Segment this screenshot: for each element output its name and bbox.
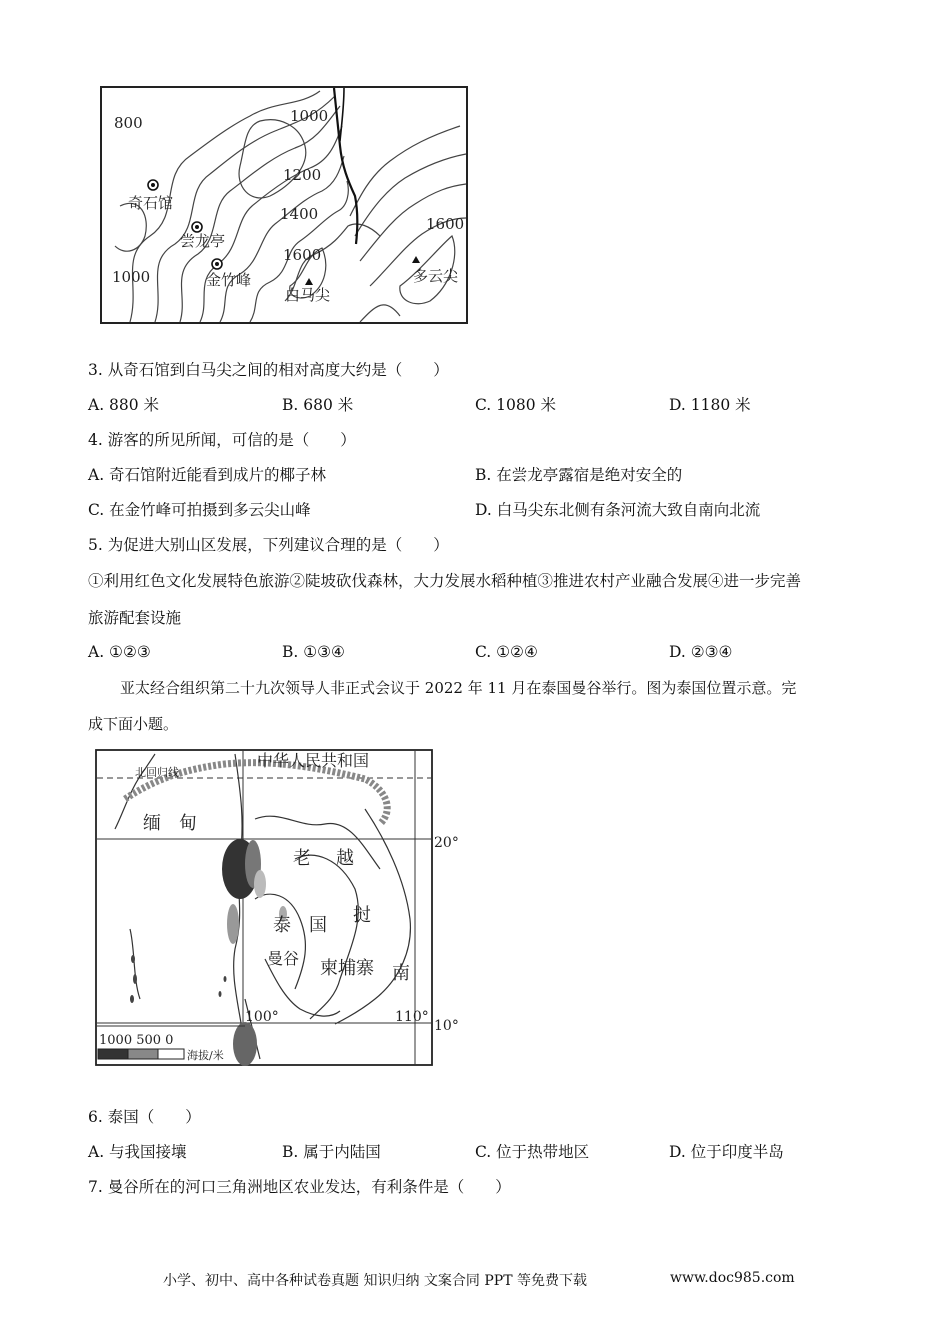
question-5-stem: 5. 为促进大别山区发展，下列建议合理的是（ ） — [88, 536, 449, 554]
contour-label-800: 800 — [114, 114, 143, 132]
question-4-stem: 4. 游客的所见所闻，可信的是（ ） — [88, 431, 356, 449]
contour-label-1200: 1200 — [283, 166, 322, 184]
question-4-option-b[interactable]: B. 在尝龙亭露宿是绝对安全的 — [475, 466, 683, 484]
place-label-qishiguan: 奇石馆 — [128, 194, 174, 212]
contour-label-1400: 1400 — [280, 205, 319, 223]
question-4-option-a[interactable]: A. 奇石馆附近能看到成片的椰子林 — [88, 466, 327, 484]
contour-map — [100, 86, 468, 324]
legend-unit: 海拔/米 — [187, 1049, 224, 1062]
question-5-option-c[interactable]: C. ①②④ — [475, 643, 538, 661]
country-label-vietnam-2: 挝 — [353, 905, 371, 926]
question-3-option-d[interactable]: D. 1180 米 — [669, 396, 751, 414]
question-3-option-c[interactable]: C. 1080 米 — [475, 396, 557, 414]
question-5-body-line1: ①利用红色文化发展特色旅游②陡坡砍伐森林，大力发展水稻种植③推进农村产业融合发展④进一步完善 — [88, 572, 802, 590]
country-label-vietnam-1: 越 — [336, 848, 354, 869]
latitude-label-10: 10° — [434, 1018, 459, 1034]
contour-label-1600-east: 1600 — [426, 215, 465, 233]
country-label-cambodia: 柬埔寨 — [320, 958, 374, 979]
latitude-label-20: 20° — [434, 835, 459, 851]
intro-line-1: 亚太经合组织第二十九次领导人非正式会议于 2022 年 11 月在泰国曼谷举行。图为泰国位置示意。完 — [120, 679, 797, 697]
country-label-china: 中华人民共和国 — [257, 751, 370, 770]
contour-label-1000-west: 1000 — [112, 268, 151, 286]
country-label-laos: 老 — [293, 848, 311, 869]
question-3-stem: 3. 从奇石馆到白马尖之间的相对高度大约是（ ） — [88, 361, 449, 379]
place-label-duoyunjian: 多云尖 — [413, 267, 459, 285]
footer-text: 小学、初中、高中各种试卷真题 知识归纳 文案合同 PPT 等免费下载 — [163, 1273, 587, 1289]
contour-label-1600: 1600 — [283, 246, 322, 264]
footer-url[interactable]: www.doc985.com — [670, 1270, 795, 1286]
place-label-baimajian: 白马尖 — [285, 286, 331, 304]
question-6-option-b[interactable]: B. 属于内陆国 — [282, 1143, 381, 1161]
country-label-thailand: 泰 国 — [273, 915, 327, 936]
question-5-option-a[interactable]: A. ①②③ — [88, 643, 151, 661]
thailand-location-map — [95, 749, 465, 1067]
question-6-option-a[interactable]: A. 与我国接壤 — [88, 1143, 187, 1161]
question-3-option-b[interactable]: B. 680 米 — [282, 396, 354, 414]
legend-values: 1000 500 0 — [99, 1033, 174, 1048]
longitude-label-100: 100° — [245, 1009, 279, 1025]
place-label-jinzhufeng: 金竹峰 — [206, 271, 252, 289]
country-label-myanmar: 缅 甸 — [143, 813, 197, 834]
question-4-option-c[interactable]: C. 在金竹峰可拍摄到多云尖山峰 — [88, 501, 311, 519]
question-6-option-c[interactable]: C. 位于热带地区 — [475, 1143, 590, 1161]
contour-label-1000: 1000 — [290, 107, 329, 125]
question-5-option-b[interactable]: B. ①③④ — [282, 643, 345, 661]
country-label-vietnam-3: 南 — [392, 963, 410, 984]
question-6-stem: 6. 泰国（ ） — [88, 1108, 201, 1126]
intro-line-2: 成下面小题。 — [88, 715, 179, 733]
question-3-option-a[interactable]: A. 880 米 — [88, 396, 160, 414]
longitude-label-110: 110° — [395, 1009, 429, 1025]
question-5-body-line2: 旅游配套设施 — [88, 609, 182, 627]
question-7-stem: 7. 曼谷所在的河口三角洲地区农业发达，有利条件是（ ） — [88, 1178, 511, 1196]
question-5-option-d[interactable]: D. ②③④ — [669, 643, 733, 661]
city-label-bangkok: 曼谷 — [267, 949, 300, 968]
tropic-label: 北回归线 — [135, 766, 179, 779]
question-4-option-d[interactable]: D. 白马尖东北侧有条河流大致自南向北流 — [475, 501, 761, 519]
question-6-option-d[interactable]: D. 位于印度半岛 — [669, 1143, 784, 1161]
place-label-changlongting: 尝龙亭 — [180, 232, 226, 250]
